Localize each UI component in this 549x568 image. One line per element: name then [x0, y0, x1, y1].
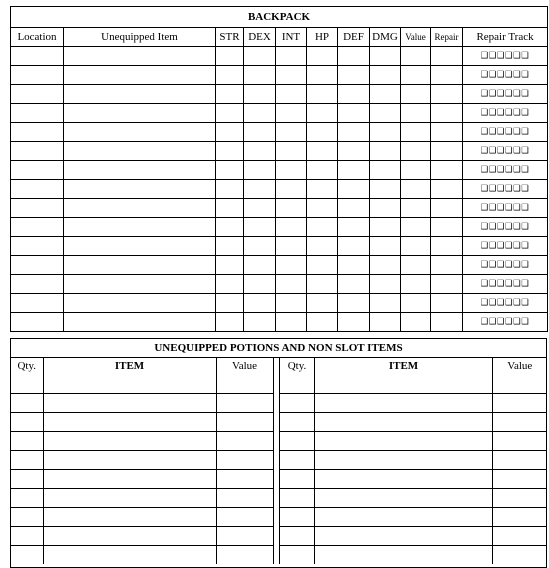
qty-cell[interactable]	[11, 546, 43, 565]
item-cell[interactable]	[64, 275, 216, 294]
item-cell[interactable]	[43, 546, 216, 565]
item-cell[interactable]	[43, 508, 216, 527]
potion-row	[280, 413, 547, 432]
def-cell[interactable]	[338, 123, 370, 142]
value-cell[interactable]	[216, 489, 273, 508]
potion-row	[280, 451, 547, 470]
def-cell[interactable]	[338, 275, 370, 294]
col-int: INT	[276, 28, 307, 47]
def-cell[interactable]	[338, 218, 370, 237]
potion-row	[11, 413, 273, 432]
int-cell[interactable]	[276, 256, 307, 275]
item-cell[interactable]	[315, 489, 493, 508]
value-cell[interactable]	[493, 489, 547, 508]
hp-cell[interactable]	[307, 218, 338, 237]
int-cell[interactable]	[276, 47, 307, 66]
repair-cell[interactable]	[431, 256, 463, 275]
value-cell[interactable]	[401, 237, 431, 256]
str-cell[interactable]	[216, 123, 244, 142]
col-qty: Qty.	[280, 357, 315, 375]
item-cell[interactable]	[315, 508, 493, 527]
qty-cell[interactable]	[280, 432, 315, 451]
repair-cell[interactable]	[431, 161, 463, 180]
repair-track-checkboxes[interactable]: ❑❑❑❑❑❑	[463, 199, 548, 218]
backpack-row	[11, 275, 548, 294]
repair-cell[interactable]	[431, 47, 463, 66]
str-cell[interactable]	[216, 161, 244, 180]
col-qty: Qty.	[11, 357, 43, 375]
repair-cell[interactable]	[431, 294, 463, 313]
col-item: ITEM	[315, 357, 493, 375]
backpack-header-row	[11, 28, 548, 47]
str-cell[interactable]	[216, 218, 244, 237]
item-cell[interactable]	[315, 527, 493, 546]
hp-cell[interactable]	[307, 275, 338, 294]
col-str: STR	[216, 28, 244, 47]
def-cell[interactable]	[338, 104, 370, 123]
repair-track-checkboxes[interactable]: ❑❑❑❑❑❑	[463, 123, 548, 142]
qty-cell[interactable]	[280, 413, 315, 432]
int-cell[interactable]	[276, 180, 307, 199]
dex-cell[interactable]	[244, 85, 276, 104]
dmg-cell[interactable]	[370, 199, 401, 218]
value-cell[interactable]	[401, 199, 431, 218]
repair-track-checkboxes[interactable]: ❑❑❑❑❑❑	[463, 104, 548, 123]
location-cell[interactable]	[11, 237, 64, 256]
item-cell[interactable]	[64, 142, 216, 161]
qty-cell[interactable]	[280, 451, 315, 470]
qty-cell[interactable]	[11, 375, 43, 394]
value-cell[interactable]	[493, 375, 547, 394]
potion-row	[280, 375, 547, 394]
col-def: DEF	[338, 28, 370, 47]
item-cell[interactable]	[64, 47, 216, 66]
repair-cell[interactable]	[431, 104, 463, 123]
repair-cell[interactable]	[431, 313, 463, 332]
def-cell[interactable]	[338, 294, 370, 313]
col-value: Value	[493, 357, 547, 375]
dmg-cell[interactable]	[370, 237, 401, 256]
value-cell[interactable]	[493, 546, 547, 565]
int-cell[interactable]	[276, 237, 307, 256]
repair-cell[interactable]	[431, 85, 463, 104]
qty-cell[interactable]	[11, 451, 43, 470]
backpack-row	[11, 104, 548, 123]
qty-cell[interactable]	[11, 508, 43, 527]
backpack-table	[10, 6, 548, 332]
def-cell[interactable]	[338, 199, 370, 218]
dex-cell[interactable]	[244, 237, 276, 256]
value-cell[interactable]	[216, 394, 273, 413]
value-cell[interactable]	[401, 85, 431, 104]
value-cell[interactable]	[216, 546, 273, 565]
def-cell[interactable]	[338, 47, 370, 66]
repair-track-checkboxes[interactable]: ❑❑❑❑❑❑	[463, 161, 548, 180]
value-cell[interactable]	[216, 451, 273, 470]
item-cell[interactable]	[43, 413, 216, 432]
repair-track-checkboxes[interactable]: ❑❑❑❑❑❑	[463, 313, 548, 332]
col-value: Value	[216, 357, 273, 375]
backpack-row	[11, 142, 548, 161]
qty-cell[interactable]	[11, 394, 43, 413]
str-cell[interactable]	[216, 237, 244, 256]
hp-cell[interactable]	[307, 66, 338, 85]
str-cell[interactable]	[216, 104, 244, 123]
str-cell[interactable]	[216, 313, 244, 332]
qty-cell[interactable]	[280, 394, 315, 413]
potion-row	[11, 470, 273, 489]
dex-cell[interactable]	[244, 161, 276, 180]
potion-row	[280, 432, 547, 451]
item-cell[interactable]	[43, 432, 216, 451]
qty-cell[interactable]	[280, 527, 315, 546]
value-cell[interactable]	[216, 413, 273, 432]
qty-cell[interactable]	[280, 546, 315, 565]
item-cell[interactable]	[315, 546, 493, 565]
dex-cell[interactable]	[244, 47, 276, 66]
potion-row	[280, 470, 547, 489]
dex-cell[interactable]	[244, 104, 276, 123]
dex-cell[interactable]	[244, 313, 276, 332]
value-cell[interactable]	[401, 142, 431, 161]
value-cell[interactable]	[401, 294, 431, 313]
item-cell[interactable]	[64, 199, 216, 218]
potion-row	[280, 546, 547, 565]
item-cell[interactable]	[64, 256, 216, 275]
location-cell[interactable]	[11, 47, 64, 66]
dex-cell[interactable]	[244, 199, 276, 218]
int-cell[interactable]	[276, 294, 307, 313]
potion-row	[11, 451, 273, 470]
location-cell[interactable]	[11, 104, 64, 123]
dex-cell[interactable]	[244, 294, 276, 313]
backpack-row	[11, 294, 548, 313]
location-cell[interactable]	[11, 180, 64, 199]
def-cell[interactable]	[338, 256, 370, 275]
repair-track-checkboxes[interactable]: ❑❑❑❑❑❑	[463, 180, 548, 199]
repair-track-checkboxes[interactable]: ❑❑❑❑❑❑	[463, 47, 548, 66]
item-cell[interactable]	[43, 451, 216, 470]
backpack-row	[11, 47, 548, 66]
int-cell[interactable]	[276, 161, 307, 180]
location-cell[interactable]	[11, 218, 64, 237]
dmg-cell[interactable]	[370, 180, 401, 199]
value-cell[interactable]	[493, 451, 547, 470]
item-cell[interactable]	[315, 470, 493, 489]
def-cell[interactable]	[338, 237, 370, 256]
backpack-row	[11, 66, 548, 85]
int-cell[interactable]	[276, 199, 307, 218]
col-dmg: DMG	[370, 28, 401, 47]
item-cell[interactable]	[315, 432, 493, 451]
hp-cell[interactable]	[307, 256, 338, 275]
qty-cell[interactable]	[11, 489, 43, 508]
repair-cell[interactable]	[431, 199, 463, 218]
item-cell[interactable]	[315, 394, 493, 413]
item-cell[interactable]	[43, 527, 216, 546]
str-cell[interactable]	[216, 142, 244, 161]
str-cell[interactable]	[216, 85, 244, 104]
item-cell[interactable]	[315, 413, 493, 432]
potion-row	[11, 527, 273, 546]
backpack-row	[11, 199, 548, 218]
str-cell[interactable]	[216, 275, 244, 294]
qty-cell[interactable]	[11, 527, 43, 546]
repair-cell[interactable]	[431, 237, 463, 256]
item-cell[interactable]	[64, 66, 216, 85]
potion-row	[11, 394, 273, 413]
dex-cell[interactable]	[244, 256, 276, 275]
item-cell[interactable]	[64, 218, 216, 237]
value-cell[interactable]	[401, 218, 431, 237]
dmg-cell[interactable]	[370, 275, 401, 294]
hp-cell[interactable]	[307, 104, 338, 123]
qty-cell[interactable]	[280, 470, 315, 489]
potions-table-right	[279, 357, 547, 564]
str-cell[interactable]	[216, 294, 244, 313]
str-cell[interactable]	[216, 66, 244, 85]
repair-track-checkboxes[interactable]: ❑❑❑❑❑❑	[463, 142, 548, 161]
qty-cell[interactable]	[280, 508, 315, 527]
value-cell[interactable]	[493, 470, 547, 489]
value-cell[interactable]	[401, 180, 431, 199]
location-cell[interactable]	[11, 275, 64, 294]
dmg-cell[interactable]	[370, 66, 401, 85]
repair-track-checkboxes[interactable]: ❑❑❑❑❑❑	[463, 237, 548, 256]
dmg-cell[interactable]	[370, 123, 401, 142]
def-cell[interactable]	[338, 161, 370, 180]
hp-cell[interactable]	[307, 180, 338, 199]
dmg-cell[interactable]	[370, 256, 401, 275]
dmg-cell[interactable]	[370, 104, 401, 123]
repair-track-checkboxes[interactable]: ❑❑❑❑❑❑	[463, 275, 548, 294]
str-cell[interactable]	[216, 199, 244, 218]
repair-cell[interactable]	[431, 275, 463, 294]
repair-track-checkboxes[interactable]: ❑❑❑❑❑❑	[463, 66, 548, 85]
potions-header-row	[280, 357, 547, 375]
potions-section	[10, 338, 547, 568]
col-repair-track: Repair Track	[463, 28, 548, 47]
int-cell[interactable]	[276, 218, 307, 237]
value-cell[interactable]	[216, 375, 273, 394]
value-cell[interactable]	[216, 432, 273, 451]
item-cell[interactable]	[64, 123, 216, 142]
hp-cell[interactable]	[307, 313, 338, 332]
str-cell[interactable]	[216, 180, 244, 199]
col-repair: Repair	[431, 28, 463, 47]
value-cell[interactable]	[401, 313, 431, 332]
value-cell[interactable]	[401, 256, 431, 275]
dex-cell[interactable]	[244, 123, 276, 142]
dex-cell[interactable]	[244, 142, 276, 161]
value-cell[interactable]	[493, 394, 547, 413]
location-cell[interactable]	[11, 85, 64, 104]
value-cell[interactable]	[401, 123, 431, 142]
int-cell[interactable]	[276, 142, 307, 161]
repair-cell[interactable]	[431, 180, 463, 199]
hp-cell[interactable]	[307, 47, 338, 66]
col-value: Value	[401, 28, 431, 47]
item-cell[interactable]	[64, 294, 216, 313]
hp-cell[interactable]	[307, 237, 338, 256]
dmg-cell[interactable]	[370, 218, 401, 237]
str-cell[interactable]	[216, 256, 244, 275]
hp-cell[interactable]	[307, 142, 338, 161]
location-cell[interactable]	[11, 294, 64, 313]
backpack-row	[11, 123, 548, 142]
int-cell[interactable]	[276, 123, 307, 142]
dex-cell[interactable]	[244, 218, 276, 237]
potion-row	[11, 489, 273, 508]
str-cell[interactable]	[216, 47, 244, 66]
potion-row	[11, 375, 273, 394]
hp-cell[interactable]	[307, 294, 338, 313]
location-cell[interactable]	[11, 256, 64, 275]
backpack-row	[11, 237, 548, 256]
item-cell[interactable]	[43, 375, 216, 394]
qty-cell[interactable]	[11, 432, 43, 451]
dex-cell[interactable]	[244, 180, 276, 199]
value-cell[interactable]	[216, 508, 273, 527]
backpack-title: BACKPACK	[11, 7, 548, 28]
backpack-row	[11, 256, 548, 275]
repair-track-checkboxes[interactable]: ❑❑❑❑❑❑	[463, 85, 548, 104]
dex-cell[interactable]	[244, 275, 276, 294]
location-cell[interactable]	[11, 161, 64, 180]
backpack-row	[11, 313, 548, 332]
hp-cell[interactable]	[307, 85, 338, 104]
def-cell[interactable]	[338, 180, 370, 199]
col-dex: DEX	[244, 28, 276, 47]
value-cell[interactable]	[401, 104, 431, 123]
hp-cell[interactable]	[307, 161, 338, 180]
backpack-row	[11, 218, 548, 237]
repair-cell[interactable]	[431, 123, 463, 142]
repair-cell[interactable]	[431, 142, 463, 161]
backpack-row	[11, 85, 548, 104]
item-cell[interactable]	[64, 104, 216, 123]
potion-row	[11, 508, 273, 527]
def-cell[interactable]	[338, 85, 370, 104]
dmg-cell[interactable]	[370, 161, 401, 180]
item-cell[interactable]	[43, 394, 216, 413]
int-cell[interactable]	[276, 66, 307, 85]
def-cell[interactable]	[338, 66, 370, 85]
value-cell[interactable]	[493, 527, 547, 546]
col-hp: HP	[307, 28, 338, 47]
potions-header-row	[11, 357, 273, 375]
value-cell[interactable]	[401, 275, 431, 294]
potion-row	[280, 508, 547, 527]
hp-cell[interactable]	[307, 199, 338, 218]
potion-row	[11, 432, 273, 451]
int-cell[interactable]	[276, 313, 307, 332]
dex-cell[interactable]	[244, 66, 276, 85]
location-cell[interactable]	[11, 199, 64, 218]
hp-cell[interactable]	[307, 123, 338, 142]
item-cell[interactable]	[64, 237, 216, 256]
item-cell[interactable]	[64, 180, 216, 199]
backpack-row	[11, 180, 548, 199]
value-cell[interactable]	[401, 161, 431, 180]
item-cell[interactable]	[43, 470, 216, 489]
dmg-cell[interactable]	[370, 294, 401, 313]
qty-cell[interactable]	[280, 375, 315, 394]
location-cell[interactable]	[11, 142, 64, 161]
def-cell[interactable]	[338, 142, 370, 161]
item-cell[interactable]	[43, 489, 216, 508]
value-cell[interactable]	[493, 413, 547, 432]
potion-row	[280, 489, 547, 508]
col-unequipped-item: Unequipped Item	[64, 28, 216, 47]
value-cell[interactable]	[493, 432, 547, 451]
value-cell[interactable]	[216, 527, 273, 546]
qty-cell[interactable]	[11, 470, 43, 489]
int-cell[interactable]	[276, 275, 307, 294]
potion-row	[280, 394, 547, 413]
potion-row	[11, 546, 273, 565]
dmg-cell[interactable]	[370, 313, 401, 332]
potions-title: UNEQUIPPED POTIONS AND NON SLOT ITEMS	[11, 339, 546, 358]
def-cell[interactable]	[338, 313, 370, 332]
qty-cell[interactable]	[11, 413, 43, 432]
value-cell[interactable]	[401, 66, 431, 85]
item-cell[interactable]	[64, 85, 216, 104]
repair-cell[interactable]	[431, 66, 463, 85]
location-cell[interactable]	[11, 313, 64, 332]
col-item: ITEM	[43, 357, 216, 375]
qty-cell[interactable]	[280, 489, 315, 508]
value-cell[interactable]	[216, 470, 273, 489]
item-cell[interactable]	[315, 375, 493, 394]
item-cell[interactable]	[64, 313, 216, 332]
backpack-row	[11, 161, 548, 180]
dmg-cell[interactable]	[370, 85, 401, 104]
item-cell[interactable]	[315, 451, 493, 470]
location-cell[interactable]	[11, 123, 64, 142]
item-cell[interactable]	[64, 161, 216, 180]
dmg-cell[interactable]	[370, 142, 401, 161]
int-cell[interactable]	[276, 85, 307, 104]
value-cell[interactable]	[493, 508, 547, 527]
col-location: Location	[11, 28, 64, 47]
repair-track-checkboxes[interactable]: ❑❑❑❑❑❑	[463, 294, 548, 313]
location-cell[interactable]	[11, 66, 64, 85]
potions-table-left	[11, 357, 274, 564]
value-cell[interactable]	[401, 47, 431, 66]
potion-row	[280, 527, 547, 546]
dmg-cell[interactable]	[370, 47, 401, 66]
repair-cell[interactable]	[431, 218, 463, 237]
repair-track-checkboxes[interactable]: ❑❑❑❑❑❑	[463, 256, 548, 275]
repair-track-checkboxes[interactable]: ❑❑❑❑❑❑	[463, 218, 548, 237]
int-cell[interactable]	[276, 104, 307, 123]
